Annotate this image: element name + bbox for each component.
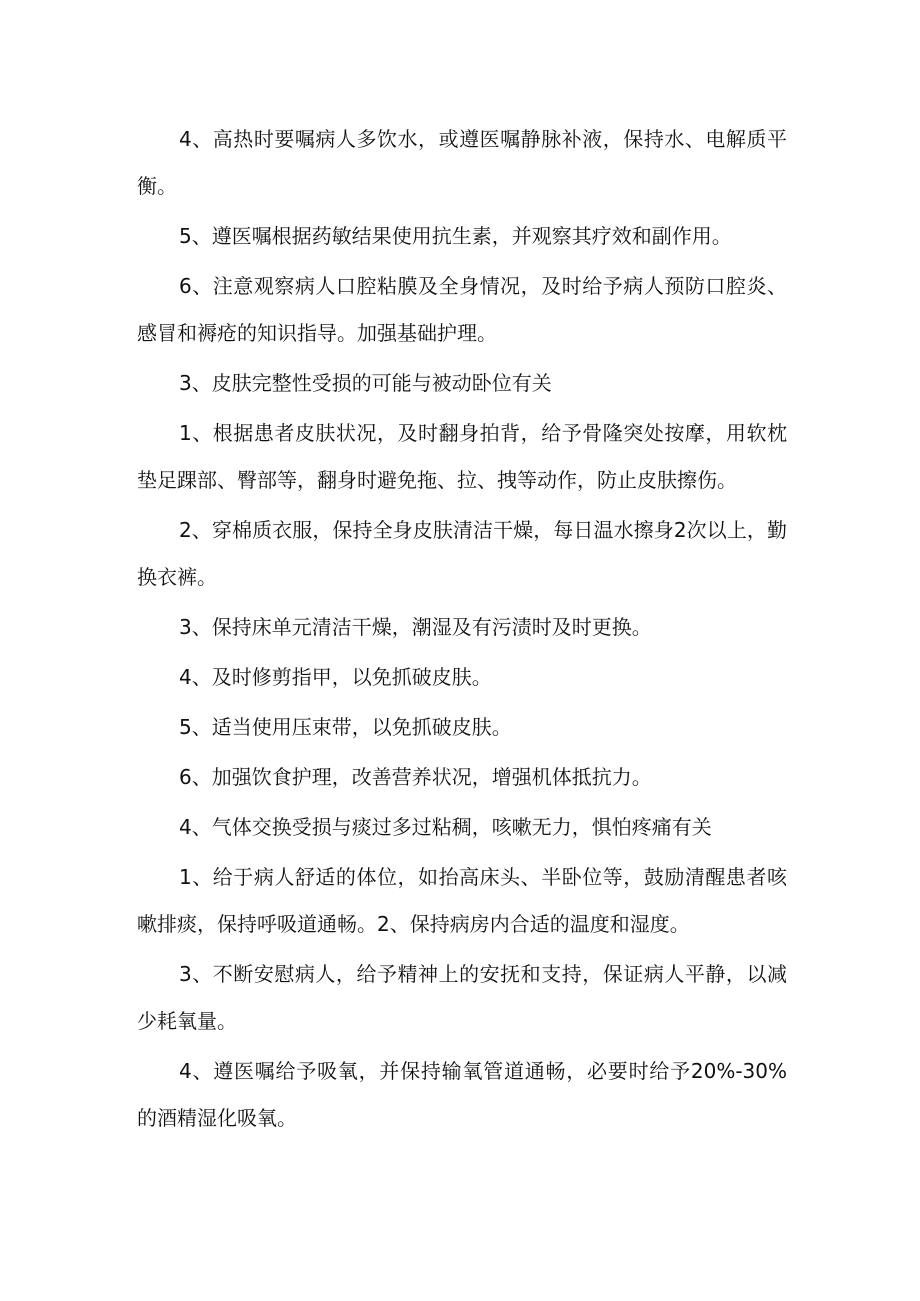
section-heading: 3、皮肤完整性受损的可能与被动卧位有关 [179, 371, 552, 395]
paragraph: 1、根据患者皮肤状况，及时翻身拍背，给予骨隆突处按摩，用软枕垫足踝部、臀部等，翻身时避免拖、拉、拽等动作，防止皮肤擦伤。 [137, 421, 787, 492]
paragraph: 6、注意观察病人口腔粘膜及全身情况，及时给予病人预防口腔炎、感冒和褥疮的知识指导。加强基础护理。 [137, 274, 787, 345]
section-heading: 4、气体交换受损与痰过多过粘稠，咳嗽无力，惧怕疼痛有关 [179, 815, 712, 839]
paragraph: 3、保持床单元清洁干燥，潮湿及有污渍时及时更换。 [179, 615, 652, 639]
document-body [137, 116, 787, 1145]
paragraph: 4、遵医嘱给予吸氧，并保持输氧管道通畅，必要时给予20%-30%的酒精湿化吸氧。 [137, 1059, 787, 1130]
paragraph: 4、高热时要嘱病人多饮水，或遵医嘱静脉补液，保持水、电解质平衡。 [137, 127, 787, 198]
paragraph: 2、穿棉质衣服，保持全身皮肤清洁干燥，每日温水擦身2次以上，勤换衣裤。 [137, 518, 787, 589]
paragraph: 5、遵医嘱根据药敏结果使用抗生素，并观察其疗效和副作用。 [179, 224, 732, 248]
paragraph: 5、适当使用压束带，以免抓破皮肤。 [179, 715, 512, 739]
paragraph: 1、给于病人舒适的体位，如抬高床头、半卧位等，鼓励清醒患者咳嗽排痰，保持呼吸道通畅。2、保持病房内合适的温度和湿度。 [137, 865, 787, 936]
paragraph: 4、及时修剪指甲，以免抓破皮肤。 [179, 665, 492, 689]
paragraph: 3、不断安慰病人，给予精神上的安抚和支持，保证病人平静，以减少耗氧量。 [137, 962, 787, 1033]
paragraph: 6、加强饮食护理，改善营养状况，增强机体抵抗力。 [179, 765, 652, 789]
